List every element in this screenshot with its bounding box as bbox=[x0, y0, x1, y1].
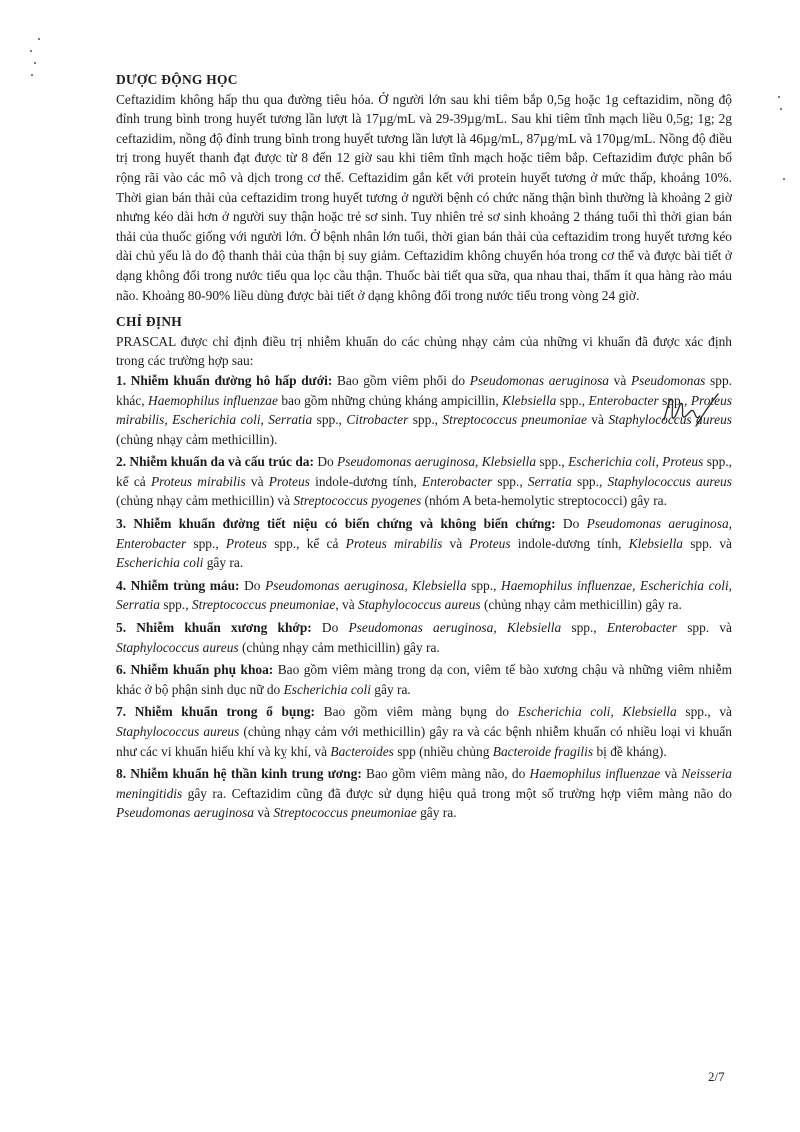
indication-text: Do bbox=[555, 516, 587, 532]
organism-name: Proteus bbox=[268, 473, 310, 489]
organism-name: Bacteroides bbox=[330, 743, 394, 759]
indication-text: spp., bbox=[466, 577, 502, 593]
organism-name: Klebsiella bbox=[502, 392, 557, 408]
indication-text: gây ra. Ceftazidim cũng đã được sử dụng hiệu quả trong một số trường hợp viêm màng não do bbox=[182, 785, 732, 801]
organism-name: Serratia bbox=[527, 473, 572, 489]
indication-text: bị đề kháng). bbox=[593, 743, 667, 759]
organism-name: Haemophilus influenzae bbox=[529, 766, 661, 782]
organism-name: Bacteroide fragilis bbox=[492, 743, 594, 759]
organism-name: Pseudomonas bbox=[630, 372, 706, 388]
indication-text: và bbox=[254, 805, 274, 821]
indication-text: Bao gồm viêm phổi do bbox=[332, 372, 470, 388]
indication-text: (nhóm A beta-hemolytic streptococci) gây ra. bbox=[421, 493, 667, 509]
organism-name: Pseudomonas aeruginosa, Enterobacter bbox=[116, 516, 733, 551]
indication-text: và bbox=[586, 412, 609, 428]
indication-text: spp., bbox=[658, 392, 691, 408]
organism-name: Proteus mirabilis bbox=[150, 473, 246, 489]
indication-text: spp. và bbox=[683, 535, 732, 551]
indication-list bbox=[116, 371, 732, 823]
organism-name: Neisseria meningitidis bbox=[116, 766, 732, 801]
indication-text: (chủng nhạy cảm với methicillin) gây ra và các bệnh nhiễm khuẩn có nhiều loại vi khuẩn như các vi khuẩn hiếu khí và kỵ khí, và bbox=[116, 724, 732, 759]
organism-name: Haemophilus influenzae bbox=[148, 392, 278, 408]
indication-item bbox=[116, 618, 732, 657]
indication-text: Bao gồm viêm màng não, do bbox=[361, 766, 530, 782]
organism-name: Escherichia coli bbox=[283, 681, 371, 697]
indication-text: indole-dương tính, bbox=[510, 535, 629, 551]
organism-name: Escherichia coli, Klebsiella bbox=[517, 704, 677, 720]
indication-text: Do bbox=[239, 577, 266, 593]
indication-text: indole-dương tính, bbox=[309, 473, 423, 489]
indication-item bbox=[116, 371, 732, 449]
indication-text: gây ra. bbox=[203, 555, 244, 571]
indication-text: spp. khác, bbox=[116, 372, 732, 408]
indication-text: (chủng nhạy cảm methicillin) gây ra. bbox=[480, 597, 682, 613]
handwritten-signature-icon bbox=[660, 386, 720, 434]
indication-text: và bbox=[442, 535, 470, 551]
organism-name: Enterobacter bbox=[606, 620, 678, 636]
indication-text: , và bbox=[335, 597, 359, 613]
organism-name: Enterobacter bbox=[422, 473, 493, 489]
organism-name: Staphylococcus aureus bbox=[116, 639, 239, 655]
indication-item-title: 5. Nhiễm khuẩn xương khớp: bbox=[116, 620, 312, 636]
indication-text: spp., bbox=[312, 412, 347, 428]
indication-text: spp., kể cả bbox=[267, 535, 346, 551]
indication-text: (chủng nhạy cảm methicillin) và bbox=[116, 493, 294, 509]
organism-name: Proteus mirabilis, Escherichia coli, Serratia bbox=[116, 392, 732, 428]
page-number: 2/7 bbox=[708, 1069, 725, 1084]
organism-name: Staphylococcus aureus bbox=[358, 597, 481, 613]
indication-item bbox=[116, 514, 732, 573]
organism-name: Staphylococcus aureus bbox=[607, 473, 732, 489]
indication-item bbox=[116, 660, 732, 699]
indication-text: spp., bbox=[536, 454, 569, 470]
indication-item-title: 1. Nhiễm khuẩn đường hô hấp dưới: bbox=[116, 372, 333, 388]
indication-text: spp (nhiều chủng bbox=[393, 743, 493, 759]
indication-item-title: 8. Nhiễm khuẩn hệ thần kinh trung ương: bbox=[116, 766, 362, 782]
indication-item bbox=[116, 764, 732, 823]
indication-item-title: 3. Nhiễm khuẩn đường tiết niệu có biến chứng và không biến chứng: bbox=[116, 516, 556, 532]
organism-name: Staphylococcus aureus bbox=[608, 412, 732, 428]
indication-text: spp., bbox=[492, 473, 528, 489]
indications-heading: CHỈ ĐỊNH bbox=[116, 314, 183, 330]
indications-intro: PRASCAL được chỉ định điều trị nhiễm khuẩn do các chủng nhạy cảm của những vi khuẩn đã được xác định trong các trường hợp sau: bbox=[116, 333, 732, 369]
indication-text: (chủng nhạy cảm methicillin) gây ra. bbox=[238, 639, 440, 655]
indication-text: spp., bbox=[408, 412, 443, 428]
organism-name: Pseudomonas aeruginosa bbox=[116, 805, 254, 821]
organism-name: Streptococcus pneumoniae bbox=[273, 805, 417, 821]
indication-item-title: 2. Nhiễm khuẩn da và cấu trúc da: bbox=[116, 454, 314, 470]
organism-name: Klebsiella bbox=[628, 535, 683, 551]
pharmacokinetics-heading: DƯỢC ĐỘNG HỌC bbox=[116, 72, 238, 87]
indication-text: gây ra. bbox=[416, 805, 457, 821]
indication-text: và bbox=[660, 766, 682, 782]
organism-name: Enterobacter bbox=[588, 392, 659, 408]
organism-name: Proteus bbox=[469, 535, 511, 551]
indication-text: Bao gồm viêm màng bụng do bbox=[314, 704, 518, 720]
indication-text: spp. và bbox=[677, 620, 732, 636]
indication-text: spp., kể cả bbox=[116, 454, 732, 489]
organism-name: Pseudomonas aeruginosa bbox=[469, 372, 609, 388]
indication-text: và bbox=[245, 473, 269, 489]
organism-name: Staphylococcus aureus bbox=[116, 724, 240, 739]
pharmacokinetics-paragraph: Ceftazidim không hấp thu qua đường tiêu hóa. Ở người lớn sau khi tiêm bắp 0,5g hoặc 1g ceftazidim, nồng độ đỉnh trung bình trong huyết tương lần lượt là 17µg/mL và 29-39µg/mL. Sau khi tiêm tĩnh mạch liều 0,5g; 1g; 2g ceftazidim, nồng độ đỉnh trung bình trong huyết tương lần lượt là 46µg/mL, 87µg/mL và 170µg/mL. Nồng độ điều trị trong huyết thanh đạt được từ 8 đến 12 giờ sau khi tiêm tĩnh mạch hoặc tiêm bắp. Ceftazidim được phân bố rộng rãi vào các mô và dịch trong cơ thể. Ceftazidim gắn kết với protein huyết tương ở mức thấp, khoảng 10%. Thời gian bán thải của ceftazidim trong huyết tương ở người bệnh có chức năng thận bình thường là khoảng 2 giờ nhưng kéo dài hơn ở người suy thận hoặc trẻ sơ sinh. Tuy nhiên trẻ sơ sinh khoảng 2 tháng tuổi thì thời gian bán thải của thuốc giống với người lớn. Ở bệnh nhân lớn tuổi, thời gian bán thải của ceftazidim trong huyết tương kéo dài chủ yếu là do độ thanh thải của thận bị suy giảm. Ceftazidim không chuyển hóa trong cơ thể và được bài tiết ở dạng không đổi trong nước tiểu qua lọc cầu thận. Thuốc bài tiết qua sữa, qua nhau thai, thấm ít qua hàng rào máu não. Khoảng 80-90% liều dùng được bài tiết ở dạng không đổi trong nước tiểu trong vòng 24 giờ. bbox=[116, 91, 732, 303]
organism-name: Escherichia coli bbox=[116, 555, 204, 571]
organism-name: Pseudomonas aeruginosa, Klebsiella bbox=[265, 577, 467, 593]
indication-text: spp., bbox=[571, 473, 608, 489]
indication-text: (chủng nhạy cảm methicillin). bbox=[116, 431, 278, 447]
indication-text: Do bbox=[311, 620, 349, 636]
indication-text: spp., bbox=[159, 597, 192, 613]
indication-item-title: 4. Nhiễm trùng máu: bbox=[116, 577, 240, 593]
organism-name: Proteus mirabilis bbox=[345, 535, 443, 551]
organism-name: Pseudomonas aeruginosa, Klebsiella bbox=[337, 454, 537, 470]
organism-name: Haemophilus influenzae, Escherichia coli, Serratia bbox=[116, 577, 733, 613]
organism-name: Pseudomonas aeruginosa, Klebsiella bbox=[348, 620, 562, 636]
indication-item bbox=[116, 452, 732, 511]
indication-text: spp., bbox=[186, 535, 226, 551]
organism-name: Escherichia coli, Proteus bbox=[568, 454, 704, 470]
organism-name: Streptococcus pneumoniae bbox=[442, 412, 587, 428]
indication-text: gây ra. bbox=[370, 681, 411, 697]
indication-text: spp., bbox=[561, 620, 607, 636]
indication-item bbox=[116, 576, 732, 615]
organism-name: Streptococcus pyogenes bbox=[293, 493, 422, 509]
indication-text: và bbox=[609, 372, 631, 388]
indication-item-title: 7. Nhiễm khuẩn trong ổ bụng: bbox=[116, 704, 315, 720]
organism-name: Citrobacter bbox=[346, 412, 409, 428]
indication-text: bao gồm những chủng kháng ampicillin, bbox=[277, 392, 503, 408]
organism-name: Streptococcus pneumoniae bbox=[191, 597, 336, 613]
indication-text: Bao gồm viêm màng trong dạ con, viêm tế bào xương chậu và những viêm nhiễm khác ở bộ phận sinh dục nữ do bbox=[116, 662, 732, 697]
document-body bbox=[116, 70, 732, 826]
indication-text: Do bbox=[313, 454, 338, 470]
indication-item bbox=[116, 702, 732, 761]
indication-text: spp., và bbox=[676, 704, 732, 720]
organism-name: Proteus bbox=[225, 535, 268, 551]
indication-item-title: 6. Nhiễm khuẩn phụ khoa: bbox=[116, 662, 274, 678]
indication-text: spp., bbox=[556, 392, 589, 408]
